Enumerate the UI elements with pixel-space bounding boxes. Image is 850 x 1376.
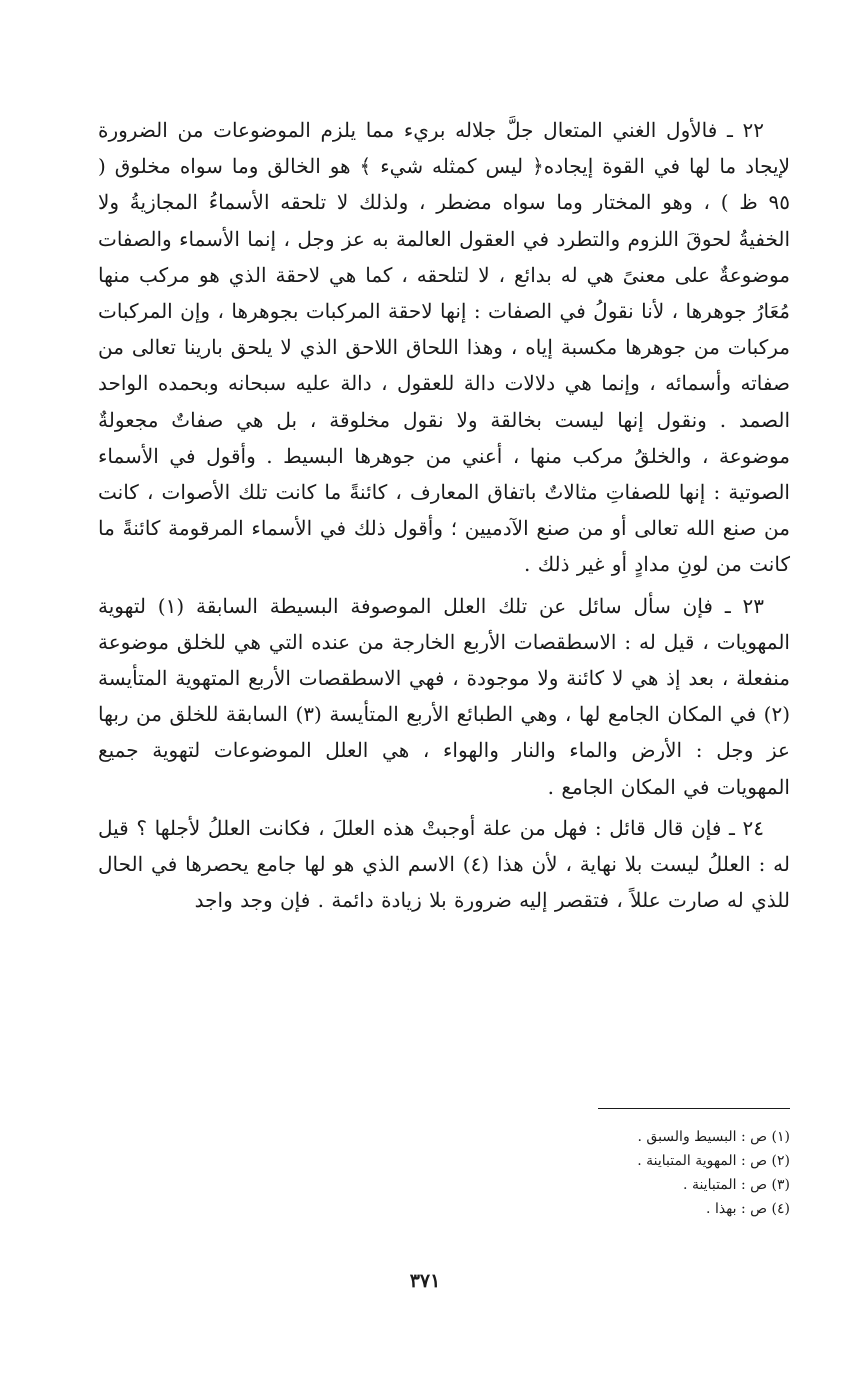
footnote-divider: [598, 1108, 790, 1109]
footnote-4: (٤) ص : بهذا .: [706, 1201, 790, 1217]
paragraph-22: ٢٢ ـ فالأول الغني المتعال جلَّ جلاله بريء مما يلزم الموضوعات من الضرورة لإيجاد ما لها في القوة إيجاده﴿ ليس كمثله شيء ﴾ هو الخالق وما سواه مخلوق ( ٩٥ ظ ) ، وهو المختار وما سواه مضطر ، ولذلك لا تلحقه الأسماءُ المجازيةُ ولا الخفيةُ لحوقَ اللزوم والتطرد في العقول العالمة به عز وجل ، إنما الأسماء والصفات موضوعةٌ على معنىً هي له بدائع ، لا لتلحقه ، كما هي لاحقة الذي هو مركب منها مُعَارُ جوهرها ، لأنا نقولُ في الصفات : إنها لاحقة المركبات بجوهرها ، وإن المركبات مركبات من جوهرها مكسبة إياه ، وهذا اللحاق اللاحق الذي لا يلحق بارينا تعالى من صفاته وأسمائه ، وإنما هي دلالات دالة للعقول ، دالة عليه سبحانه وبحمده الواحد الصمد . ونقول إنها ليست بخالقة ولا نقول مخلوقة ، بل هي صفاتٌ مجعولةٌ موضوعة ، والخلقُ مركب منها ، أعني من جوهرها البسيط . وأقول في الأسماء الصوتية : إنها للصفاتِ مثالاتٌ باتفاق المعارف ، كائنةً ما كانت تلك الأصوات ، كانت من صنع الله تعالى أو من صنع الآدميين ؛ وأقول ذلك في الأسماء المرقومة كائنةً ما كانت من لونِ مدادٍ أو غير ذلك .: [98, 118, 790, 577]
footnotes: [98, 1108, 790, 1221]
paragraph-24: ٢٤ ـ فإن قال قائل : فهل من علة أوجبتْ هذه العللَ ، فكانت العللُ لأجلها ؟ قيل له : العللُ ليست بلا نهاية ، لأن هذا (٤) الاسم الذي هو لها جامع يحصرها في الحال للذي له صارت عللاً ، فتقصر إليه ضرورة بلا زيادة دائمة . فإن وجد واجد: [98, 815, 790, 913]
page-number: ٣٧١: [409, 1270, 441, 1292]
footnote-3: (٣) ص : المتباينة .: [683, 1177, 790, 1193]
footnote-2: (٢) ص : المهوية المتباينة .: [637, 1153, 790, 1169]
footnote-1: (١) ص : البسيط والسبق .: [637, 1129, 790, 1145]
paragraph-23: ٢٣ ـ فإن سأل سائل عن تلك العلل الموصوفة البسيطة السابقة (١) لتهوية المهويات ، قيل له : الاسطقصات الأربع الخارجة من عنده التي هي للخلق موضوعة منفعلة ، بعد إذ هي لا كائنة ولا موجودة ، فهي الاسطقصات الأربع المتهوية المتأيسة (٢) في المكان الجامع لها ، وهي الطبائع الأربع المتأيسة (٣) السابقة للخلق من ربها عز وجل : الأرض والماء والنار والهواء ، هي العلل الموضوعات لتهوية جميع المهويات في المكان الجامع .: [98, 593, 791, 799]
page-body: [98, 112, 790, 923]
